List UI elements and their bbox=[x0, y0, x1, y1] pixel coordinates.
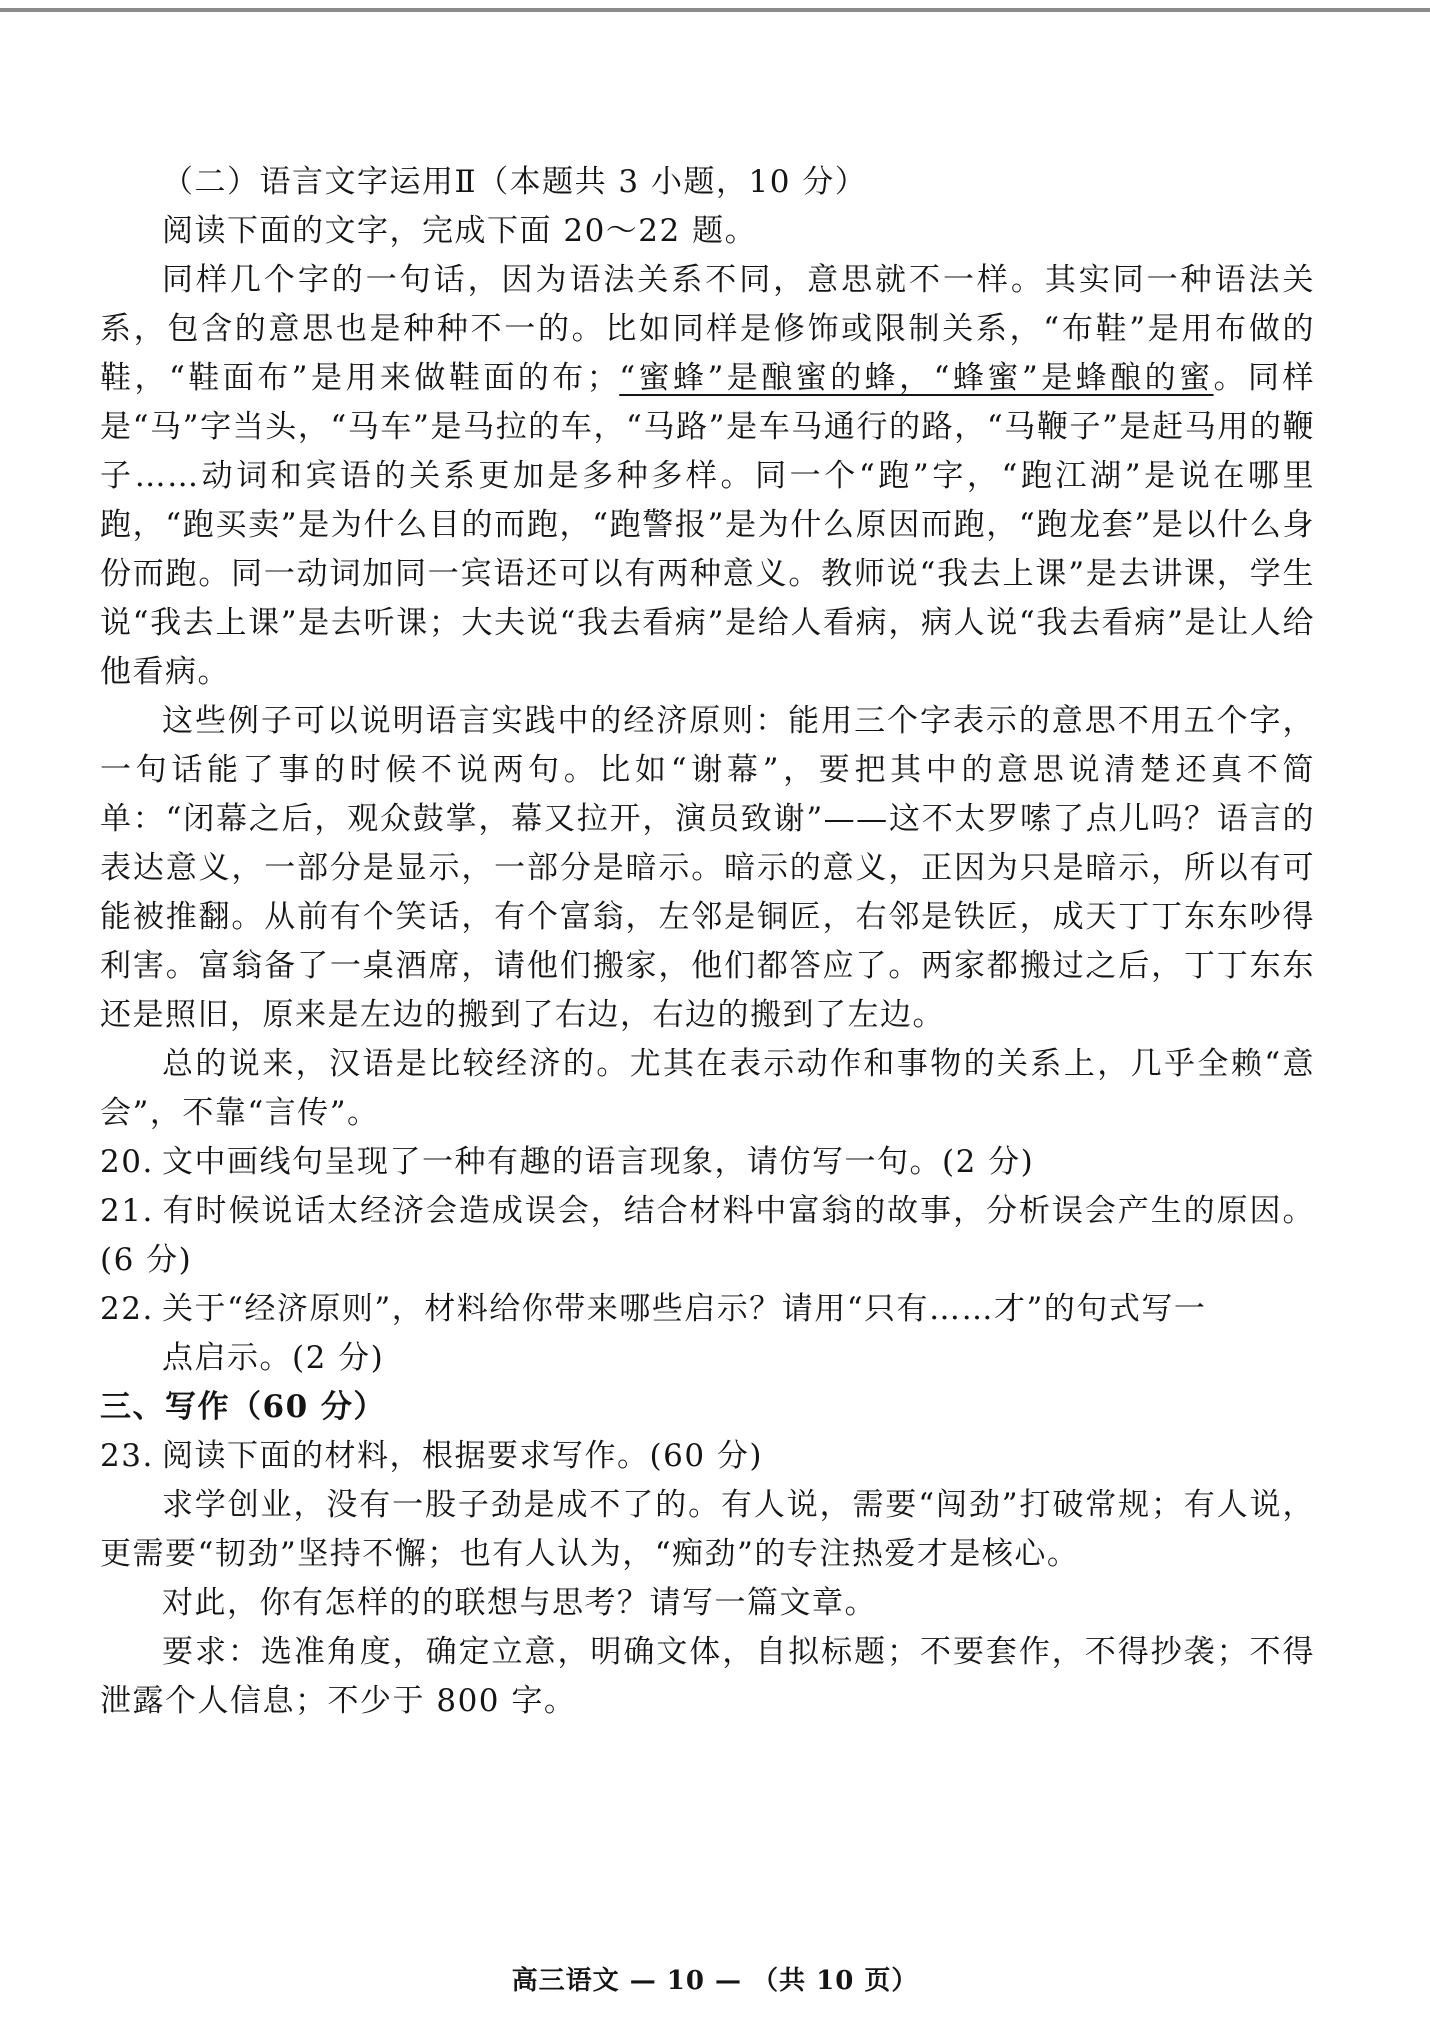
section2-instruction: 阅读下面的文字，完成下面 20～22 题。 bbox=[162, 213, 758, 249]
question-text: 关于“经济原则”，材料给你带来哪些启示？请用“只有……才”的句式写一 bbox=[162, 1291, 1207, 1327]
section2-heading: （二）语言文字运用Ⅱ（本题共 3 小题，10 分） bbox=[162, 164, 868, 200]
page-footer: 高三语文 — 10 — （共 10 页） bbox=[511, 1966, 919, 1996]
page-content bbox=[100, 158, 1315, 1726]
question-20 bbox=[100, 1138, 1315, 1187]
p1-text-before: 同样几个字的一句话，因为语法关系不同，意思就不一样。其实同一种语法关系，包含的意思也是种种不一的。比如同样是修饰或限制关系，“布鞋”是用布做的鞋，“鞋面布”是用来做鞋面的布； bbox=[100, 262, 1315, 396]
question-number: 20. bbox=[100, 1144, 154, 1180]
question-text: 阅读下面的材料，根据要求写作。(60 分) bbox=[162, 1438, 763, 1474]
passage-paragraph-3: 总的说来，汉语是比较经济的。尤其在表示动作和事物的关系上，几乎全赖“意会”，不靠“言传”。 bbox=[100, 1046, 1315, 1131]
question-22-continued: 点启示。(2 分) bbox=[162, 1340, 385, 1376]
writing-material: 求学创业，没有一股子劲是成不了的。有人说，需要“闯劲”打破常规；有人说，更需要“韧劲”坚持不懈；也有人认为，“痴劲”的专注热爱才是核心。 bbox=[100, 1487, 1315, 1572]
passage-paragraph-2: 这些例子可以说明语言实践中的经济原则：能用三个字表示的意思不用五个字，一句话能了事的时候不说两句。比如“谢幕”，要把其中的意思说清楚还真不简单：“闭幕之后，观众鼓掌，幕又拉开，演员致谢”——这不太罗嗦了点儿吗？语言的表达意义，一部分是显示，一部分是暗示。暗示的意义，正因为只是暗示，所以有可能被推翻。从前有个笑话，有个富翁，左邻是铜匠，右邻是铁匠，成天丁丁东东吵得利害。富翁备了一桌酒席，请他们搬家，他们都答应了。两家都搬过之后，丁丁东东还是照旧，原来是左边的搬到了右边，右边的搬到了左边。 bbox=[100, 703, 1315, 1033]
question-number: 23. bbox=[100, 1438, 154, 1474]
p1-text-after: 。同样是“马”字当头，“马车”是马拉的车，“马路”是车马通行的路，“马鞭子”是赶马用的鞭子……动词和宾语的关系更加是多种多样。同一个“跑”字，“跑江湖”是说在哪里跑，“跑买卖”是为什么目的而跑，“跑警报”是为什么原因而跑，“跑龙套”是以什么身份而跑。同一动词加同一宾语还可以有两种意义。教师说“我去上课”是去讲课，学生说“我去上课”是去听课；大夫说“我去看病”是给人看病，病人说“我去看病”是让人给他看病。 bbox=[100, 360, 1315, 690]
question-21 bbox=[100, 1187, 1315, 1285]
question-number: 22. bbox=[100, 1291, 154, 1327]
question-text: 有时候说话太经济会造成误会，结合材料中富翁的故事，分析误会产生的原因。(6 分) bbox=[100, 1193, 1315, 1278]
passage-paragraph-1 bbox=[100, 256, 1315, 697]
question-number: 21. bbox=[100, 1193, 154, 1229]
writing-requirements: 要求：选准角度，确定立意，明确文体，自拟标题；不要套作，不得抄袭；不得泄露个人信息；不少于 800 字。 bbox=[100, 1634, 1315, 1719]
question-23 bbox=[100, 1432, 1315, 1481]
section3-heading: 三、写作（60 分） bbox=[100, 1389, 386, 1425]
underlined-sentence: “蜜蜂”是酿蜜的蜂，“蜂蜜”是蜂酿的蜜 bbox=[619, 360, 1214, 396]
top-border-rule bbox=[0, 8, 1430, 12]
question-text: 文中画线句呈现了一种有趣的语言现象，请仿写一句。(2 分) bbox=[162, 1144, 1035, 1180]
question-22 bbox=[100, 1285, 1315, 1334]
writing-prompt: 对此，你有怎样的的联想与思考？请写一篇文章。 bbox=[162, 1585, 877, 1621]
